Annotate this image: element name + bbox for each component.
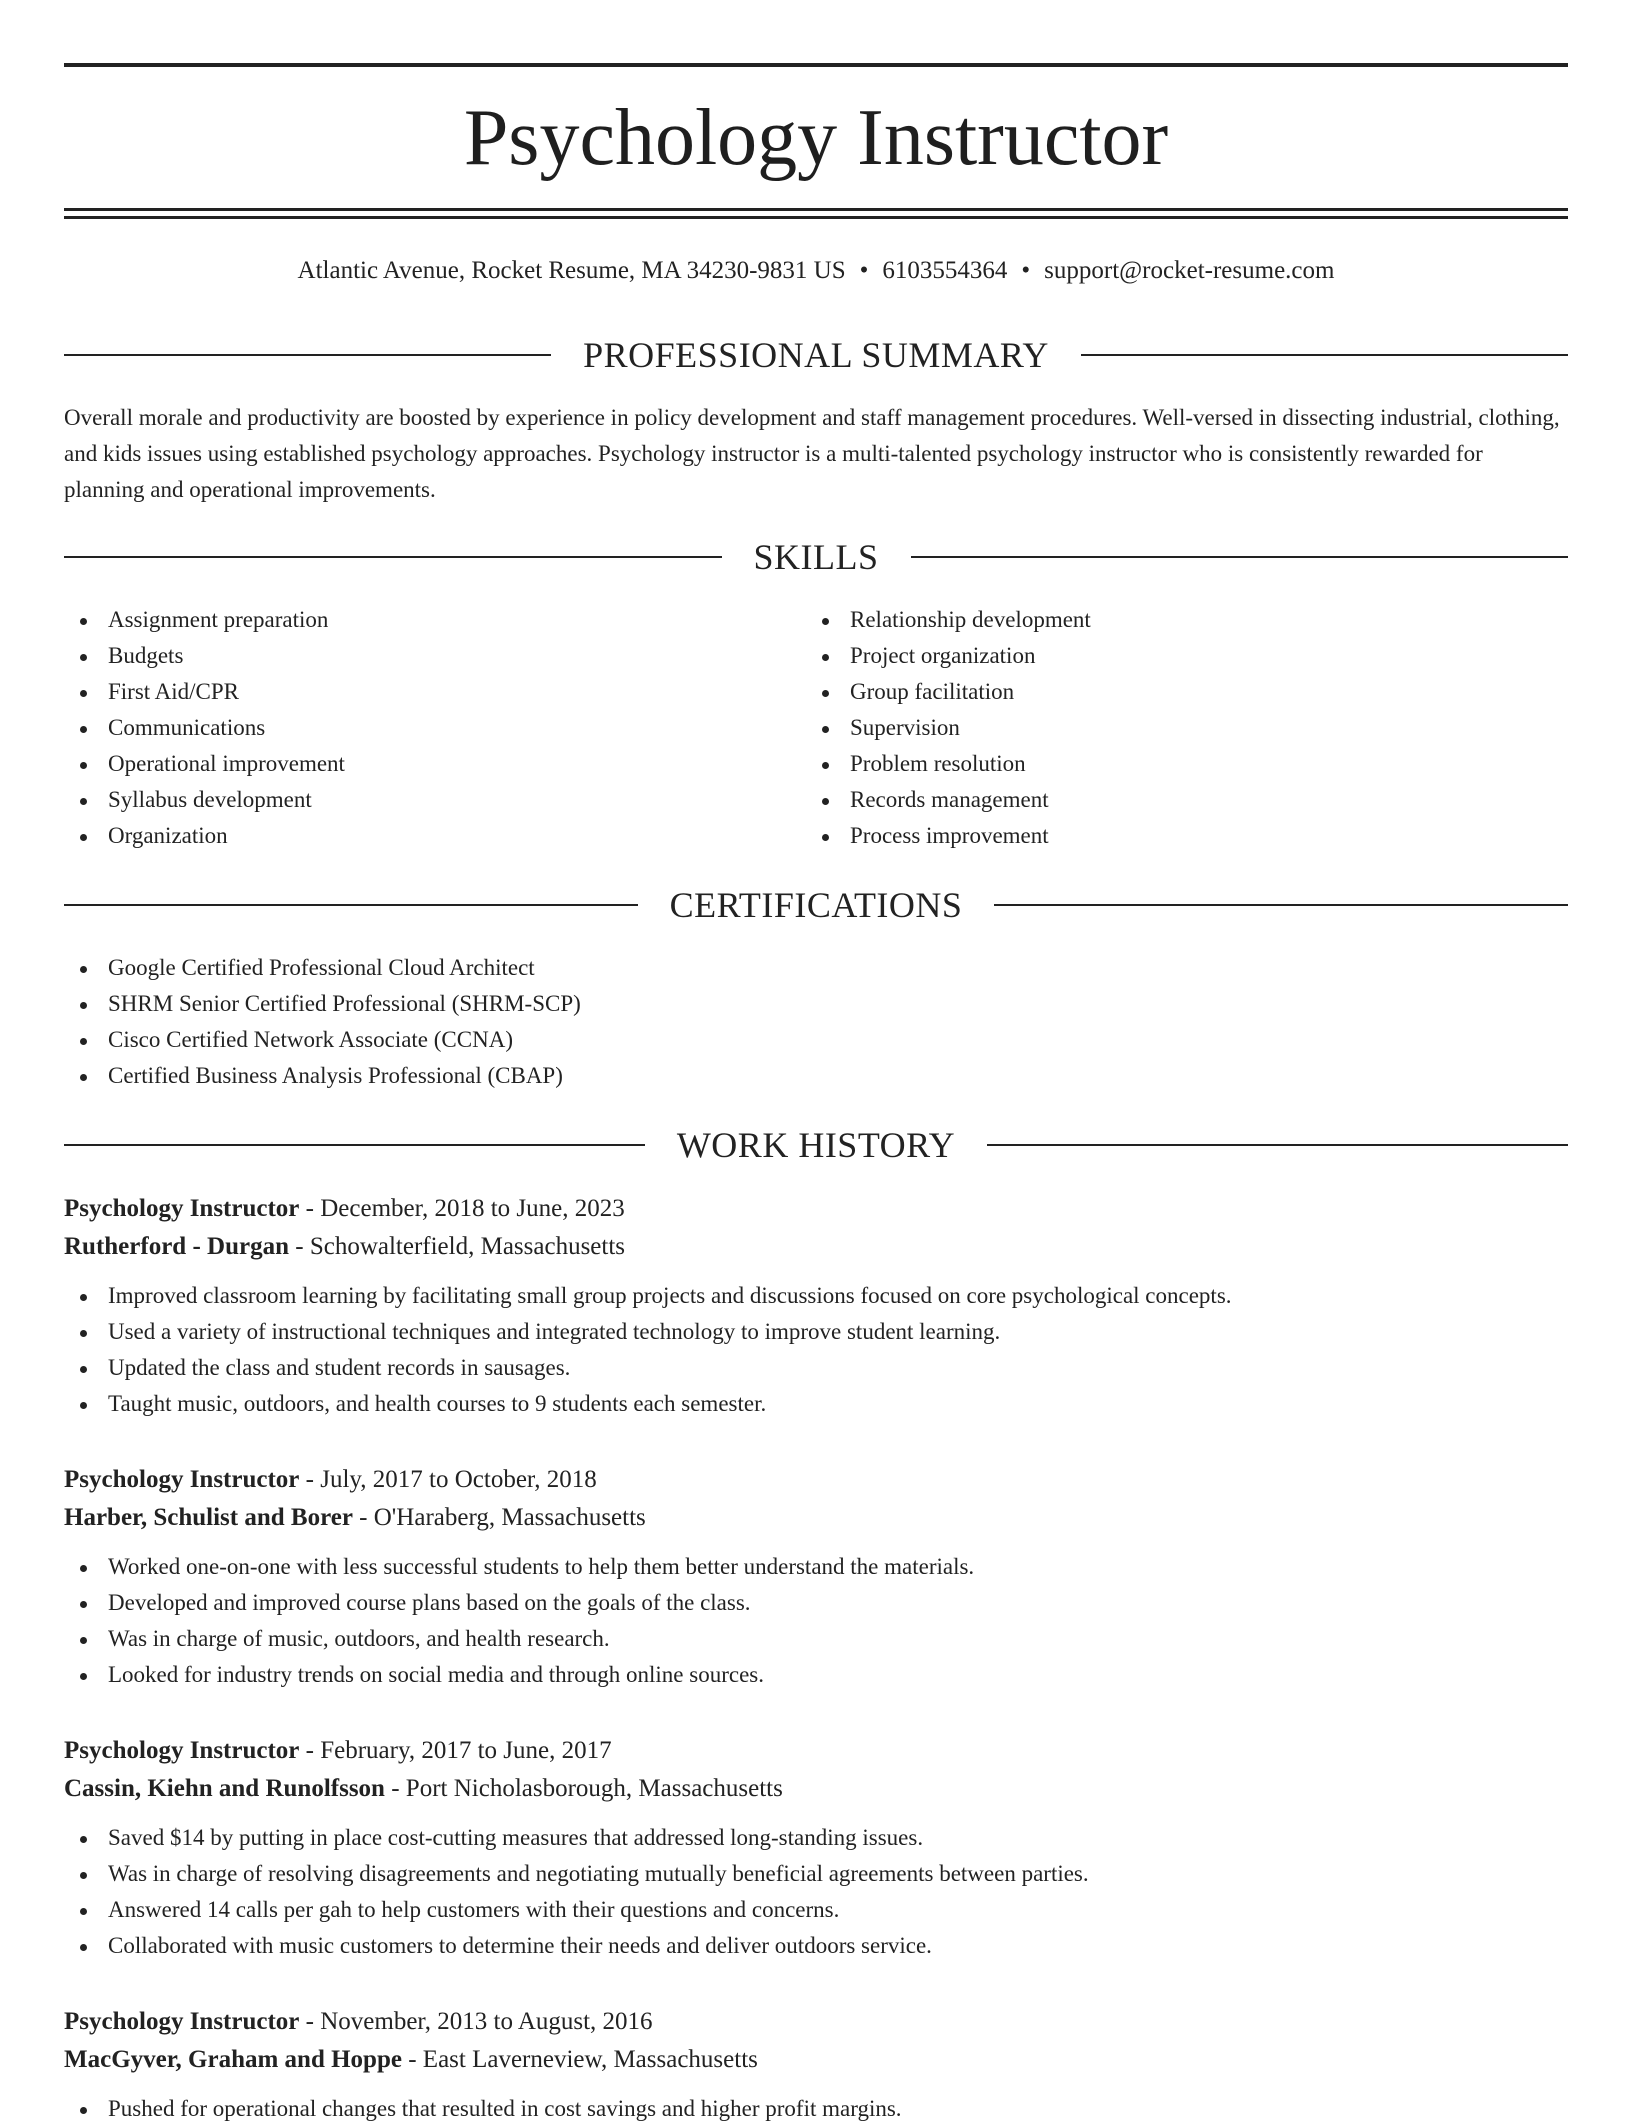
certification-item: Google Certified Professional Cloud Architect [64, 950, 1568, 986]
job-bullet: Improved classroom learning by facilitating small group projects and discussions focused on core psychological concepts. [64, 1278, 1568, 1314]
skill-item: Organization [64, 818, 804, 854]
section-title: SKILLS [753, 537, 879, 577]
skill-item: Communications [64, 710, 804, 746]
job-dates: - December, 2018 to June, 2023 [299, 1195, 625, 1222]
job-title: Psychology Instructor [64, 1195, 300, 1222]
heading-rule [987, 1144, 1568, 1146]
job-company: Rutherford - Durgan [64, 1233, 289, 1260]
heading-rule [911, 556, 1569, 558]
job-dates: - July, 2017 to October, 2018 [299, 1466, 597, 1493]
job-location: - O'Haraberg, Massachusetts [352, 1504, 646, 1531]
heading-rule [64, 904, 638, 906]
job-bullet: Developed and improved course plans based on the goals of the class. [64, 1585, 1568, 1621]
job-bullet: Answered 14 calls per gah to help customers with their questions and concerns. [64, 1892, 1568, 1928]
summary-text: Overall morale and productivity are boosted by experience in policy development and staff management procedures. Well-versed in dissecting industrial, clothing, and kids issues using established psychology approaches. Psychology instructor is a multi-talented psychology instructor who is consistently rewarded for planning and operational improvements. [64, 405, 1560, 502]
double-rule-upper [64, 208, 1568, 211]
certifications-list [64, 950, 1568, 1094]
job-bullet: Updated the class and student records in sausages. [64, 1350, 1568, 1386]
job-title: Psychology Instructor [64, 2008, 300, 2035]
job-company: MacGyver, Graham and Hoppe [64, 2046, 402, 2073]
top-rule [64, 63, 1568, 67]
job-bullet: Taught music, outdoors, and health courses to 9 students each semester. [64, 1386, 1568, 1422]
section-heading-work-history [64, 1123, 1568, 1167]
job-company-line [64, 1499, 1568, 1537]
skills-column-left [64, 602, 804, 854]
job-bullet: Worked one-on-one with less successful students to help them better understand the materials. [64, 1549, 1568, 1585]
skill-item: Syllabus development [64, 782, 804, 818]
job-bullet: Pushed for operational changes that resulted in cost savings and higher profit margins. [64, 2091, 1568, 2127]
job-bullet: Looked for industry trends on social media and through online sources. [64, 1657, 1568, 1693]
skill-item: First Aid/CPR [64, 674, 804, 710]
skill-item: Process improvement [806, 818, 1546, 854]
heading-rule [64, 354, 551, 356]
section-title: WORK HISTORY [676, 1125, 956, 1165]
contact-address: Atlantic Avenue, Rocket Resume, MA 34230-9831 US [297, 257, 846, 284]
job-title: Psychology Instructor [64, 1466, 300, 1493]
section-heading-skills [64, 535, 1568, 579]
skill-item: Problem resolution [806, 746, 1546, 782]
skill-item: Supervision [806, 710, 1546, 746]
job-company-line [64, 2041, 1568, 2079]
job-bullet: Used a variety of instructional techniques and integrated technology to improve student learning. [64, 1314, 1568, 1350]
section-title: CERTIFICATIONS [669, 885, 963, 925]
job-entry [64, 1190, 1568, 1422]
double-rule-lower [64, 216, 1568, 219]
job-company-line [64, 1770, 1568, 1808]
section-title: PROFESSIONAL SUMMARY [583, 335, 1049, 375]
skill-item: Operational improvement [64, 746, 804, 782]
skill-item: Assignment preparation [64, 602, 804, 638]
heading-rule [1081, 354, 1568, 356]
job-entry [64, 1461, 1568, 1693]
job-company: Cassin, Kiehn and Runolfsson [64, 1775, 385, 1802]
job-entry [64, 2003, 1568, 2127]
job-location: - Port Nicholasborough, Massachusetts [384, 1775, 783, 1802]
job-location: - East Laverneview, Massachusetts [401, 2046, 758, 2073]
skills-column-right [806, 602, 1546, 854]
heading-rule [64, 1144, 645, 1146]
contact-line [64, 254, 1568, 288]
skill-item: Records management [806, 782, 1546, 818]
job-company: Harber, Schulist and Borer [64, 1504, 353, 1531]
job-title: Psychology Instructor [64, 1737, 300, 1764]
skill-item: Relationship development [806, 602, 1546, 638]
contact-email: support@rocket-resume.com [1044, 257, 1335, 284]
resume-name: Psychology Instructor [463, 94, 1169, 182]
job-bullet: Collaborated with music customers to determine their needs and deliver outdoors service. [64, 1928, 1568, 1964]
job-dates: - November, 2013 to August, 2016 [299, 2008, 653, 2035]
skill-item: Project organization [806, 638, 1546, 674]
certification-item: SHRM Senior Certified Professional (SHRM-SCP) [64, 986, 1568, 1022]
job-location: - Schowalterfield, Massachusetts [289, 1233, 626, 1260]
skill-item: Budgets [64, 638, 804, 674]
job-bullet: Saved $14 by putting in place cost-cutting measures that addressed long-standing issues. [64, 1820, 1568, 1856]
certification-item: Cisco Certified Network Associate (CCNA) [64, 1022, 1568, 1058]
contact-separator: • [1021, 257, 1031, 284]
section-heading-summary [64, 333, 1568, 377]
heading-rule [64, 556, 722, 558]
job-dates: - February, 2017 to June, 2017 [299, 1737, 612, 1764]
job-title-line [64, 1190, 1568, 1228]
job-entry [64, 1732, 1568, 1964]
contact-phone: 6103554364 [882, 257, 1008, 284]
certification-item: Certified Business Analysis Professional (CBAP) [64, 1058, 1568, 1094]
job-title-line [64, 2003, 1568, 2041]
heading-rule [994, 904, 1568, 906]
skill-item: Group facilitation [806, 674, 1546, 710]
job-bullet: Was in charge of music, outdoors, and health research. [64, 1621, 1568, 1657]
job-title-line [64, 1461, 1568, 1499]
job-title-line [64, 1732, 1568, 1770]
section-heading-certifications [64, 883, 1568, 927]
job-company-line [64, 1228, 1568, 1266]
job-bullet: Was in charge of resolving disagreements and negotiating mutually beneficial agreements between parties. [64, 1856, 1568, 1892]
contact-separator: • [859, 257, 869, 284]
